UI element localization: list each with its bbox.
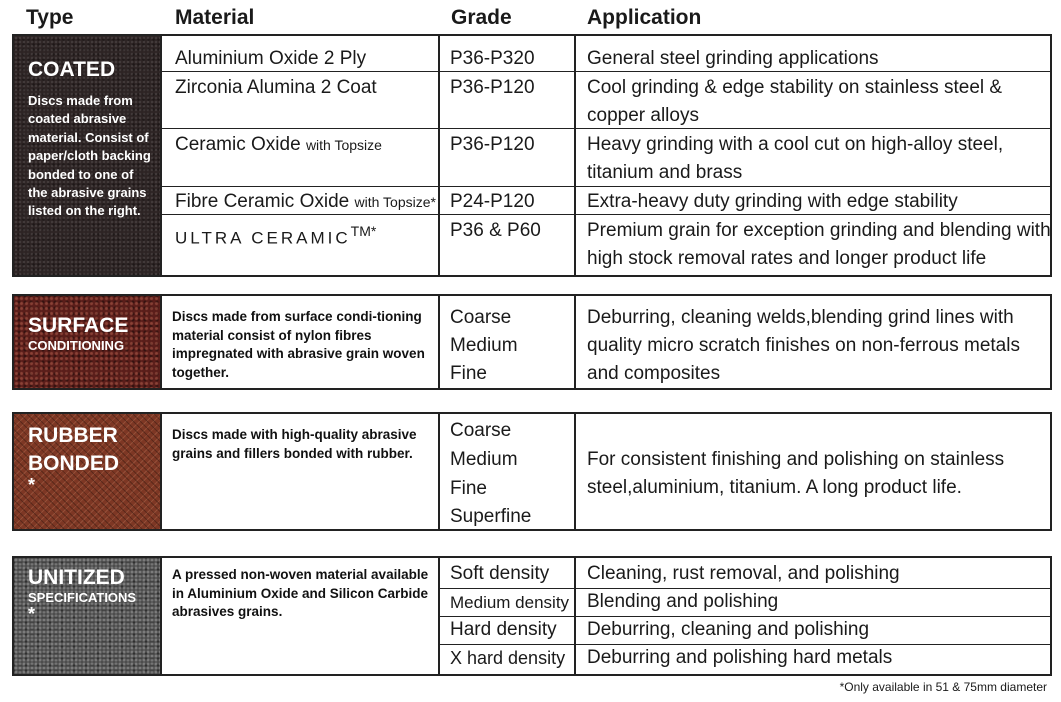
rubber-title-line1: RUBBER [28, 424, 118, 447]
grade-cell: Coarse [450, 420, 512, 441]
application-cell: Blending and polishing [587, 591, 779, 612]
application-cell: Extra-heavy duty grinding with edge stability [587, 191, 958, 212]
surface-title: SURFACE [28, 314, 129, 337]
surface-type-cell [14, 296, 160, 388]
grade-cell: Superfine [450, 506, 532, 527]
surface-subtitle: CONDITIONING [28, 338, 125, 353]
application-cell: Heavy grinding with a cool cut on high-alloy steel, titanium and brass [587, 134, 1004, 183]
material-cell [175, 217, 376, 252]
grade-cell: Fine [450, 363, 487, 384]
application-cell: Deburring, cleaning and polishing [587, 619, 870, 640]
rubber-title-line2: BONDED [28, 452, 120, 475]
rubber-section [12, 412, 1052, 531]
grade-cell: P24-P120 [450, 191, 535, 212]
ultra-ceramic-logo: ULTRA CERAMIC [175, 228, 351, 248]
header-application: Application [587, 6, 702, 29]
header-type: Type [26, 6, 74, 29]
material-cell: Ceramic Oxide with Topsize [175, 134, 382, 155]
application-cell: For consistent finishing and polishing on stainless steel,aluminium, titanium. A long product life. [587, 449, 1005, 498]
grade-cell: Medium density [450, 593, 570, 612]
application-cell: Cool grinding & edge stability on stainless steel & copper alloys [587, 77, 1003, 126]
material-suffix: with Topsize* [354, 194, 436, 210]
material-suffix: with Topsize [305, 137, 382, 153]
unitized-section [12, 556, 1052, 676]
application-cell: Deburring, cleaning welds,blending grind lines with quality micro scratch finishes on non-ferrous metals and composites [587, 307, 1020, 384]
grade-cell: Soft density [450, 563, 550, 584]
header-material: Material [175, 6, 255, 29]
rubber-star: * [28, 475, 36, 495]
grade-cell: P36-P120 [450, 134, 535, 155]
grade-cell: Medium [450, 449, 518, 470]
application-cell: Premium grain for exception grinding and blending with high stock removal rates and longer product life [587, 220, 1051, 269]
grade-cell: Hard density [450, 619, 557, 640]
grade-cell: P36 & P60 [450, 220, 541, 241]
surface-description: Discs made from surface condi-tioning material consist of nylon fibres impregnated with abrasive grain woven together. [172, 309, 425, 380]
coated-title: COATED [28, 58, 116, 81]
material-suffix: TM* [350, 223, 377, 239]
unitized-title: UNITIZED [28, 566, 125, 589]
application-cell: Cleaning, rust removal, and polishing [587, 563, 900, 584]
material-cell: Zirconia Alumina 2 Coat [175, 77, 377, 98]
header-grade: Grade [451, 6, 512, 29]
unitized-description: A pressed non-woven material available in Aluminium Oxide and Silicon Carbide abrasives grains. [172, 567, 429, 619]
coated-section [12, 34, 1052, 277]
material-cell: Aluminium Oxide 2 Ply [175, 48, 367, 69]
surface-section [12, 294, 1052, 390]
unitized-subtitle: SPECIFICATIONS [28, 590, 137, 605]
footnote: *Only available in 51 & 75mm diameter [839, 680, 1047, 694]
grade-cell: P36-P120 [450, 77, 535, 98]
rubber-type-cell [14, 414, 160, 529]
grade-cell: Coarse [450, 307, 512, 328]
grade-cell: Fine [450, 478, 487, 499]
grade-cell: Medium [450, 335, 518, 356]
coated-type-cell [14, 36, 160, 275]
grade-cell: P36-P320 [450, 48, 535, 69]
rubber-description: Discs made with high-quality abrasive grains and fillers bonded with rubber. [172, 427, 417, 461]
material-cell: Fibre Ceramic Oxide with Topsize* [175, 191, 436, 212]
application-cell: General steel grinding applications [587, 48, 879, 69]
grade-cell: X hard density [450, 648, 566, 668]
unitized-star: * [28, 604, 36, 624]
coated-description: Discs made from coated abrasive material. Consist of paper/cloth backing bonded to one of the abrasive grains listed on the right. [28, 93, 151, 219]
application-cell: Deburring and polishing hard metals [587, 647, 893, 668]
unitized-type-cell [14, 558, 160, 674]
